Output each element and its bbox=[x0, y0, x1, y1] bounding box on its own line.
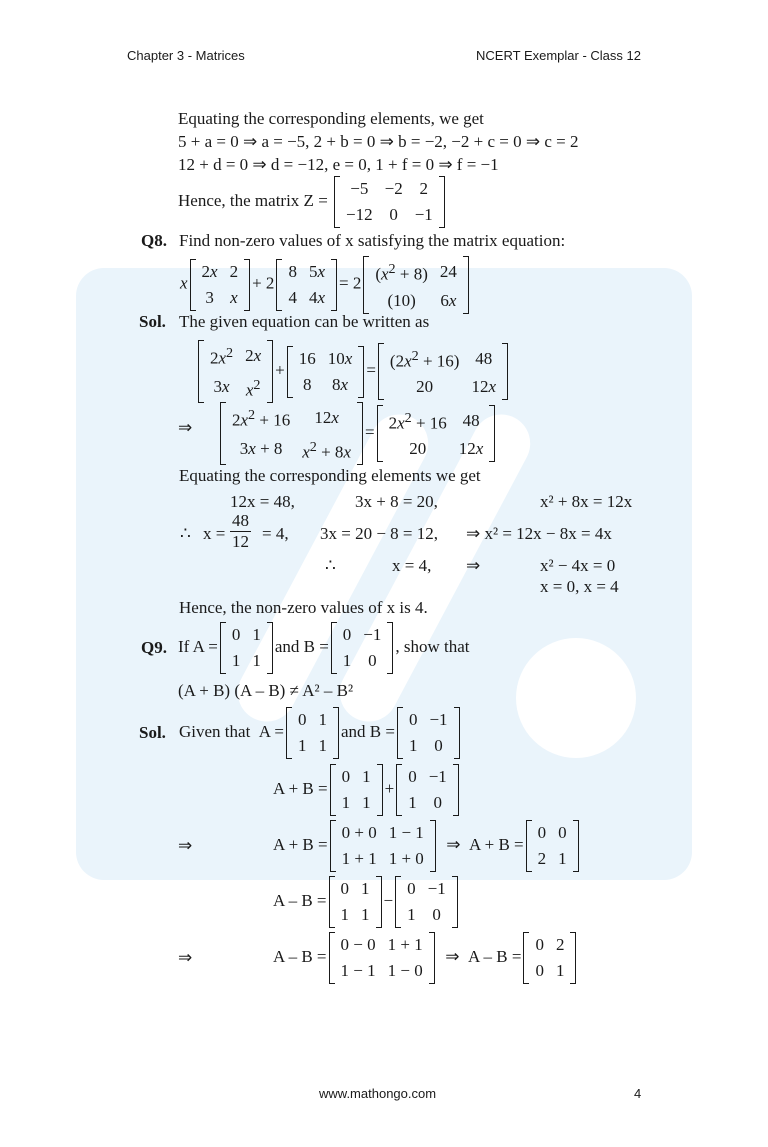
sol9-aplusb: A + B = 0 1 1 1 + 0 −1 1 0 bbox=[273, 764, 461, 816]
sol8-r1-c: x² + 8x = 12x bbox=[540, 492, 633, 511]
header-book: NCERT Exemplar - Class 12 bbox=[476, 48, 641, 63]
q9-line-2: (A + B) (A – B) ≠ A² – B² bbox=[178, 681, 354, 700]
fraction-numerator: 48 bbox=[232, 511, 249, 530]
sol8-r2-c: ⇒ x² = 12x − 8x = 4x bbox=[466, 524, 612, 543]
sol8-r3-b: x = 4, bbox=[392, 556, 432, 575]
sol9-aplusb-2: A + B = 0 + 0 1 − 1 1 + 1 1 + 0 ⇒ A + B = 0 0 2 1 bbox=[273, 820, 581, 872]
sol8-r1-a: 12x = 48, bbox=[230, 492, 295, 511]
sol8-eq4: = 4, bbox=[262, 524, 289, 543]
sol8-equation-2: $2x^2 + 16$ 12x 3x + 8 $x^2 + 8x$ = $2x^2 + 16$ 48 20 12x bbox=[218, 402, 497, 465]
sol8-text: The given equation can be written as bbox=[179, 312, 430, 331]
sol8-r1-b: 3x + 8 = 20, bbox=[355, 492, 438, 511]
sol8-x-eq: x = bbox=[203, 524, 226, 543]
header-chapter: Chapter 3 - Matrices bbox=[127, 48, 245, 63]
q9-label: Q9. bbox=[141, 638, 167, 657]
matrix-z: −5 −2 2 −12 0 −1 bbox=[334, 176, 445, 228]
text-hence-nonzero: Hence, the non-zero values of x is 4. bbox=[179, 598, 428, 617]
sol9-arrow-2: ⇒ bbox=[178, 948, 193, 967]
sol8-r2-b: 3x = 20 − 8 = 12, bbox=[320, 524, 439, 543]
hence-z-prefix: Hence, the matrix Z = bbox=[178, 190, 328, 210]
sol9-given: Given that A = 0 1 1 1 and B = 0 −1 1 0 bbox=[179, 707, 462, 759]
q9-line-1: If A = 0 1 1 1 and B = 0 −1 1 0 , show that bbox=[178, 622, 470, 674]
fraction-denominator: 12 bbox=[232, 532, 249, 551]
q8-text: Find non-zero values of x satisfying the matrix equation: bbox=[179, 231, 566, 250]
equation-line-1: 5 + a = 0 ⇒ a = −5, 2 + b = 0 ⇒ b = −2, −2 + c = 0 ⇒ c = 2 bbox=[178, 132, 579, 151]
sol9-aminusb-2: A – B = 0 − 0 1 + 1 1 − 1 1 − 0 ⇒ A – B = 0 2 0 1 bbox=[273, 932, 578, 984]
footer-page-number: 4 bbox=[634, 1086, 642, 1101]
equation-line-2: 12 + d = 0 ⇒ d = −12, e = 0, 1 + f = 0 ⇒ f = −1 bbox=[178, 155, 499, 174]
sol9-aminusb: A – B = 0 1 1 1 − 0 −1 1 0 bbox=[273, 876, 460, 928]
sol8-equation-1: $2x^2$ 2x 3x $x^2$ + 16 10x 8 8x = $(2x^2 + 16)$ 48 20 12x bbox=[196, 340, 510, 403]
footer-url[interactable]: www.mathongo.com bbox=[319, 1086, 437, 1101]
sol9-label: Sol. bbox=[139, 723, 166, 742]
sol8-fraction bbox=[228, 511, 253, 552]
q8-label: Q8. bbox=[141, 231, 167, 250]
sol8-r3-a: ∴ bbox=[325, 556, 336, 575]
q8-equation: x 2x 2 3 x + 2 8 5x 4 4x = 2 $(x^2 + 8)$ 24 (10) 6x bbox=[180, 256, 471, 314]
sol8-r3-d: x² − 4x = 0 bbox=[540, 556, 616, 575]
watermark-dot bbox=[516, 638, 636, 758]
text-equating-1: Equating the corresponding elements, we get bbox=[178, 109, 484, 128]
matrix-z-line bbox=[178, 176, 447, 228]
sol8-label: Sol. bbox=[139, 312, 166, 331]
sol8-r3-c: ⇒ bbox=[466, 556, 481, 575]
text-equating-2: Equating the corresponding elements we get bbox=[179, 466, 481, 485]
sol8-arrow-1: ⇒ bbox=[178, 418, 193, 437]
sol8-r4: x = 0, x = 4 bbox=[540, 577, 619, 596]
sol9-arrow-1: ⇒ bbox=[178, 836, 193, 855]
sol8-therefore: ∴ bbox=[180, 524, 191, 543]
